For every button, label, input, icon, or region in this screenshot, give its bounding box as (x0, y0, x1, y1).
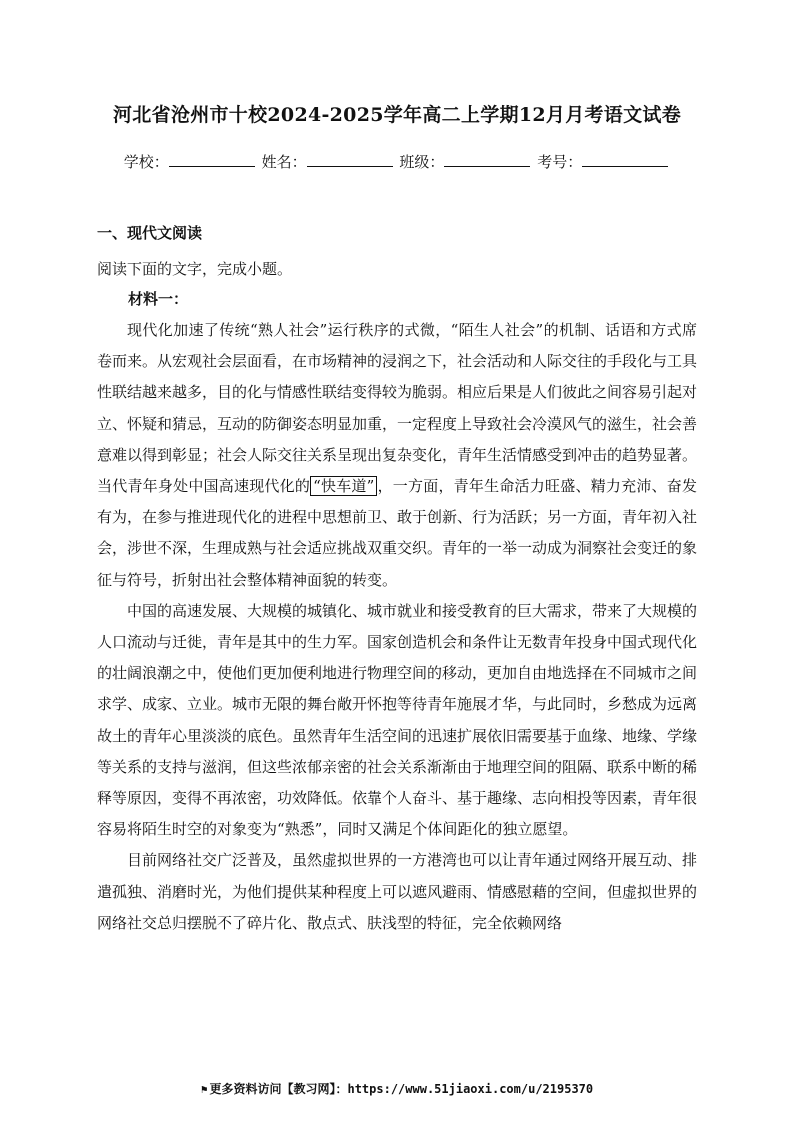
name-label: 姓名： (261, 153, 307, 171)
flag-icon: ⚑ (200, 1083, 208, 1096)
name-blank[interactable] (307, 152, 393, 167)
footer-text[interactable]: 更多资料访问【教习网】：https://www.51jiaoxi.com/u/2195370 (209, 1082, 594, 1096)
class-label: 班级： (399, 153, 445, 171)
number-blank[interactable] (582, 152, 668, 167)
paragraph-2: 中国的高速发展、大规模的城镇化、城市就业和接受教育的巨大需求，带来了大规模的人口流动与迁徙，青年是其中的生力军。国家创造机会和条件让无数青年投身中国式现代化的壮阔浪潮之中，使他们更加便利地进行物理空间的移动，更加自由地选择在不同城市之间求学、成家、立业。城市无限的舞台敞开怀抱等待青年施展才华，与此同时，乡愁成为远离故土的青年心里淡淡的底色。虽然青年生活空间的迅速扩展依旧需要基于血缘、地缘、学缘等关系的支持与滋润，但这些浓郁亲密的社会关系渐渐由于地理空间的阻隔、联系中断的稀释等原因，变得不再浓密，功效降低。依靠个人奋斗、基于趣缘、志向相投等因素，青年很容易将陌生时空的对象变为“熟悉”，同时又满足个体间距化的独立愿望。 (97, 601, 698, 839)
student-info-line (0, 151, 794, 172)
school-label: 学校： (123, 153, 169, 171)
section-heading: 一、现代文阅读 (97, 224, 203, 242)
page-title: 河北省沧州市十校2024-2025学年高二上学期12月月考语文试卷 (113, 104, 681, 126)
reading-passage (97, 315, 697, 939)
boxed-term: “快车道” (310, 476, 377, 496)
paragraph-1 (97, 315, 697, 596)
paragraph-3: 目前网络社交广泛普及，虽然虚拟世界的一方港湾也可以让青年通过网络开展互动、排遣孤独、消磨时光，为他们提供某种程度上可以遮风避雨、情感慰藉的空间，但虚拟世界的网络社交总归摆脱不了碎片化、散点式、肤浅型的特征，完全依赖网络 (97, 851, 698, 932)
number-label: 考号： (537, 153, 583, 171)
class-blank[interactable] (444, 152, 530, 167)
school-blank[interactable] (169, 152, 255, 167)
paragraph-1-part-1: 现代化加速了传统“熟人社会”运行秩序的式微，“陌生人社会”的机制、话语和方式席卷而来。从宏观社会层面看，在市场精神的浸润之下，社会活动和人际交往的手段化与工具性联结越来越多，目的化与情感性联结变得较为脆弱。相应后果是人们彼此之间容易引起对立、怀疑和猜忌，互动的防御姿态明显加重，一定程度上导致社会冷漠风气的滋生，社会善意难以得到彰显；社会人际交往关系呈现出复杂变化，青年生活情感受到冲击的趋势显著。当代青年身处中国高速现代化的 (97, 321, 698, 496)
instruction-text: 阅读下面的文字，完成小题。 (97, 260, 293, 278)
footer (0, 1080, 794, 1097)
material-label: 材料一： (128, 290, 189, 308)
paragraph-1-part-2: ，一方面，青年生命活力旺盛、精力充沛、奋发有为，在参与推进现代化的进程中思想前卫、敢于创新、行为活跃；另一方面，青年初入社会，涉世不深，生理成熟与社会适应挑战双重交织。青年的一举一动成为洞察社会变迁的象征与符号，折射出社会整体精神面貌的转变。 (97, 477, 698, 589)
